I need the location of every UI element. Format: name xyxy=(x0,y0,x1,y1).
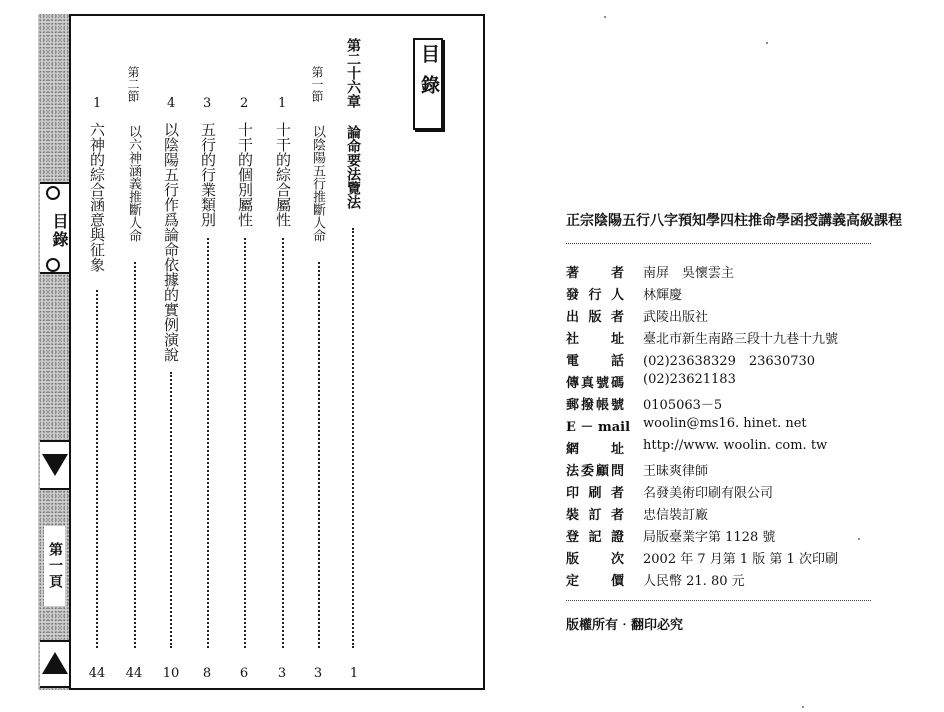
divider xyxy=(566,243,871,244)
colophon-label: 著 者 xyxy=(566,266,624,281)
page-number: 44 xyxy=(125,666,143,681)
colophon-value: 忠信裝訂廠 xyxy=(643,508,709,523)
colophon-label: 登 記 證 xyxy=(566,530,624,545)
colophon-value: 人民幣 21. 80 元 xyxy=(643,574,745,589)
leader-dots xyxy=(318,262,320,648)
colophon-value: 2002 年 7 月第 1 版 第 1 次印刷 xyxy=(643,552,838,567)
section-number: 第二節 xyxy=(126,66,140,102)
colophon-value: (02)23621183 xyxy=(643,372,736,387)
item-number: 3 xyxy=(203,96,212,111)
colophon-value: 南屏 吳懷雲主 xyxy=(643,266,735,281)
colophon-label: E － mail xyxy=(566,420,631,435)
scan-speck xyxy=(604,16,606,18)
book-title: 正宗陰陽五行八字預知學四柱推命學函授講義高級課程 xyxy=(566,213,902,229)
colophon-label: 傳真號碼 xyxy=(566,376,624,391)
section-title[interactable]: 以六神涵義推斷人命 xyxy=(126,125,141,242)
scan-speck xyxy=(858,538,860,540)
page-number: 8 xyxy=(202,666,212,681)
divider xyxy=(566,600,871,601)
section-title[interactable]: 以陰陽五行推斷人命 xyxy=(310,125,325,242)
item-title[interactable]: 六神的綜合涵意與征象 xyxy=(88,122,106,272)
colophon-value: 武陵出版社 xyxy=(643,310,709,325)
colophon-value: 王昧爽律師 xyxy=(643,464,709,479)
colophon-value: 局版臺業字第 1128 號 xyxy=(643,530,776,545)
item-title[interactable]: 十干的個別屬性 xyxy=(236,122,254,227)
colophon-label: 郵撥帳號 xyxy=(566,398,624,413)
leader-dots xyxy=(244,238,246,648)
rail-toc-label[interactable]: 目錄 xyxy=(50,213,69,249)
item-number: 1 xyxy=(278,96,287,111)
page-number: 3 xyxy=(313,666,323,681)
scan-speck xyxy=(766,42,768,44)
item-title[interactable]: 五行的行業類別 xyxy=(199,122,217,227)
triangle-down-icon[interactable] xyxy=(42,454,68,476)
chapter-number: 第二十六章 xyxy=(345,38,361,108)
colophon-label: 裝 訂 者 xyxy=(566,508,624,523)
colophon-label: 發 行 人 xyxy=(566,288,624,303)
item-number: 1 xyxy=(93,96,102,111)
email-link[interactable]: woolin@ms16. hinet. net xyxy=(643,416,807,431)
chapter-title[interactable]: 論命要法覽法 xyxy=(345,125,361,209)
colophon-label: 電 話 xyxy=(566,354,624,369)
leader-dots xyxy=(134,262,136,648)
rail-page-label: 第一頁 xyxy=(44,526,65,606)
copyright-notice: 版權所有‧翻印必究 xyxy=(566,618,684,633)
colophon-label: 定 價 xyxy=(566,574,624,589)
page-number: 1 xyxy=(349,666,359,681)
item-number: 4 xyxy=(167,96,176,111)
bullet-icon xyxy=(46,258,60,272)
colophon-value: (02)23638329 23630730 xyxy=(643,354,816,369)
section-number: 第一節 xyxy=(310,66,324,102)
page-number: 44 xyxy=(88,666,106,681)
colophon-value: 名發美術印刷有限公司 xyxy=(643,486,774,501)
colophon-label: 出 版 者 xyxy=(566,310,624,325)
item-title[interactable]: 以陰陽五行作爲論命依據的實例演說 xyxy=(162,122,180,362)
leader-dots xyxy=(352,228,354,648)
bullet-icon xyxy=(46,186,60,200)
leader-dots xyxy=(207,238,209,648)
colophon-value: 0105063－5 xyxy=(643,398,723,413)
leader-dots xyxy=(170,372,172,648)
colophon-label: 版 次 xyxy=(566,552,624,567)
item-number: 2 xyxy=(240,96,249,111)
colophon-label: 網 址 xyxy=(566,442,624,457)
colophon-label: 法委顧問 xyxy=(566,464,624,479)
colophon-label: 社 址 xyxy=(566,332,624,347)
toc-heading: 目錄 xyxy=(418,44,440,106)
page-number: 6 xyxy=(239,666,249,681)
triangle-up-icon[interactable] xyxy=(42,652,68,674)
leader-dots xyxy=(282,238,284,648)
website-link[interactable]: http://www. woolin. com. tw xyxy=(643,438,828,453)
colophon-value: 臺北市新生南路三段十九巷十九號 xyxy=(643,332,839,347)
leader-dots xyxy=(96,290,98,648)
scan-speck xyxy=(802,706,804,708)
colophon-value: 林輝慶 xyxy=(643,288,683,303)
page-number: 10 xyxy=(162,666,180,681)
item-title[interactable]: 十干的綜合屬性 xyxy=(274,122,292,227)
colophon-label: 印 刷 者 xyxy=(566,486,624,501)
page-number: 3 xyxy=(277,666,287,681)
